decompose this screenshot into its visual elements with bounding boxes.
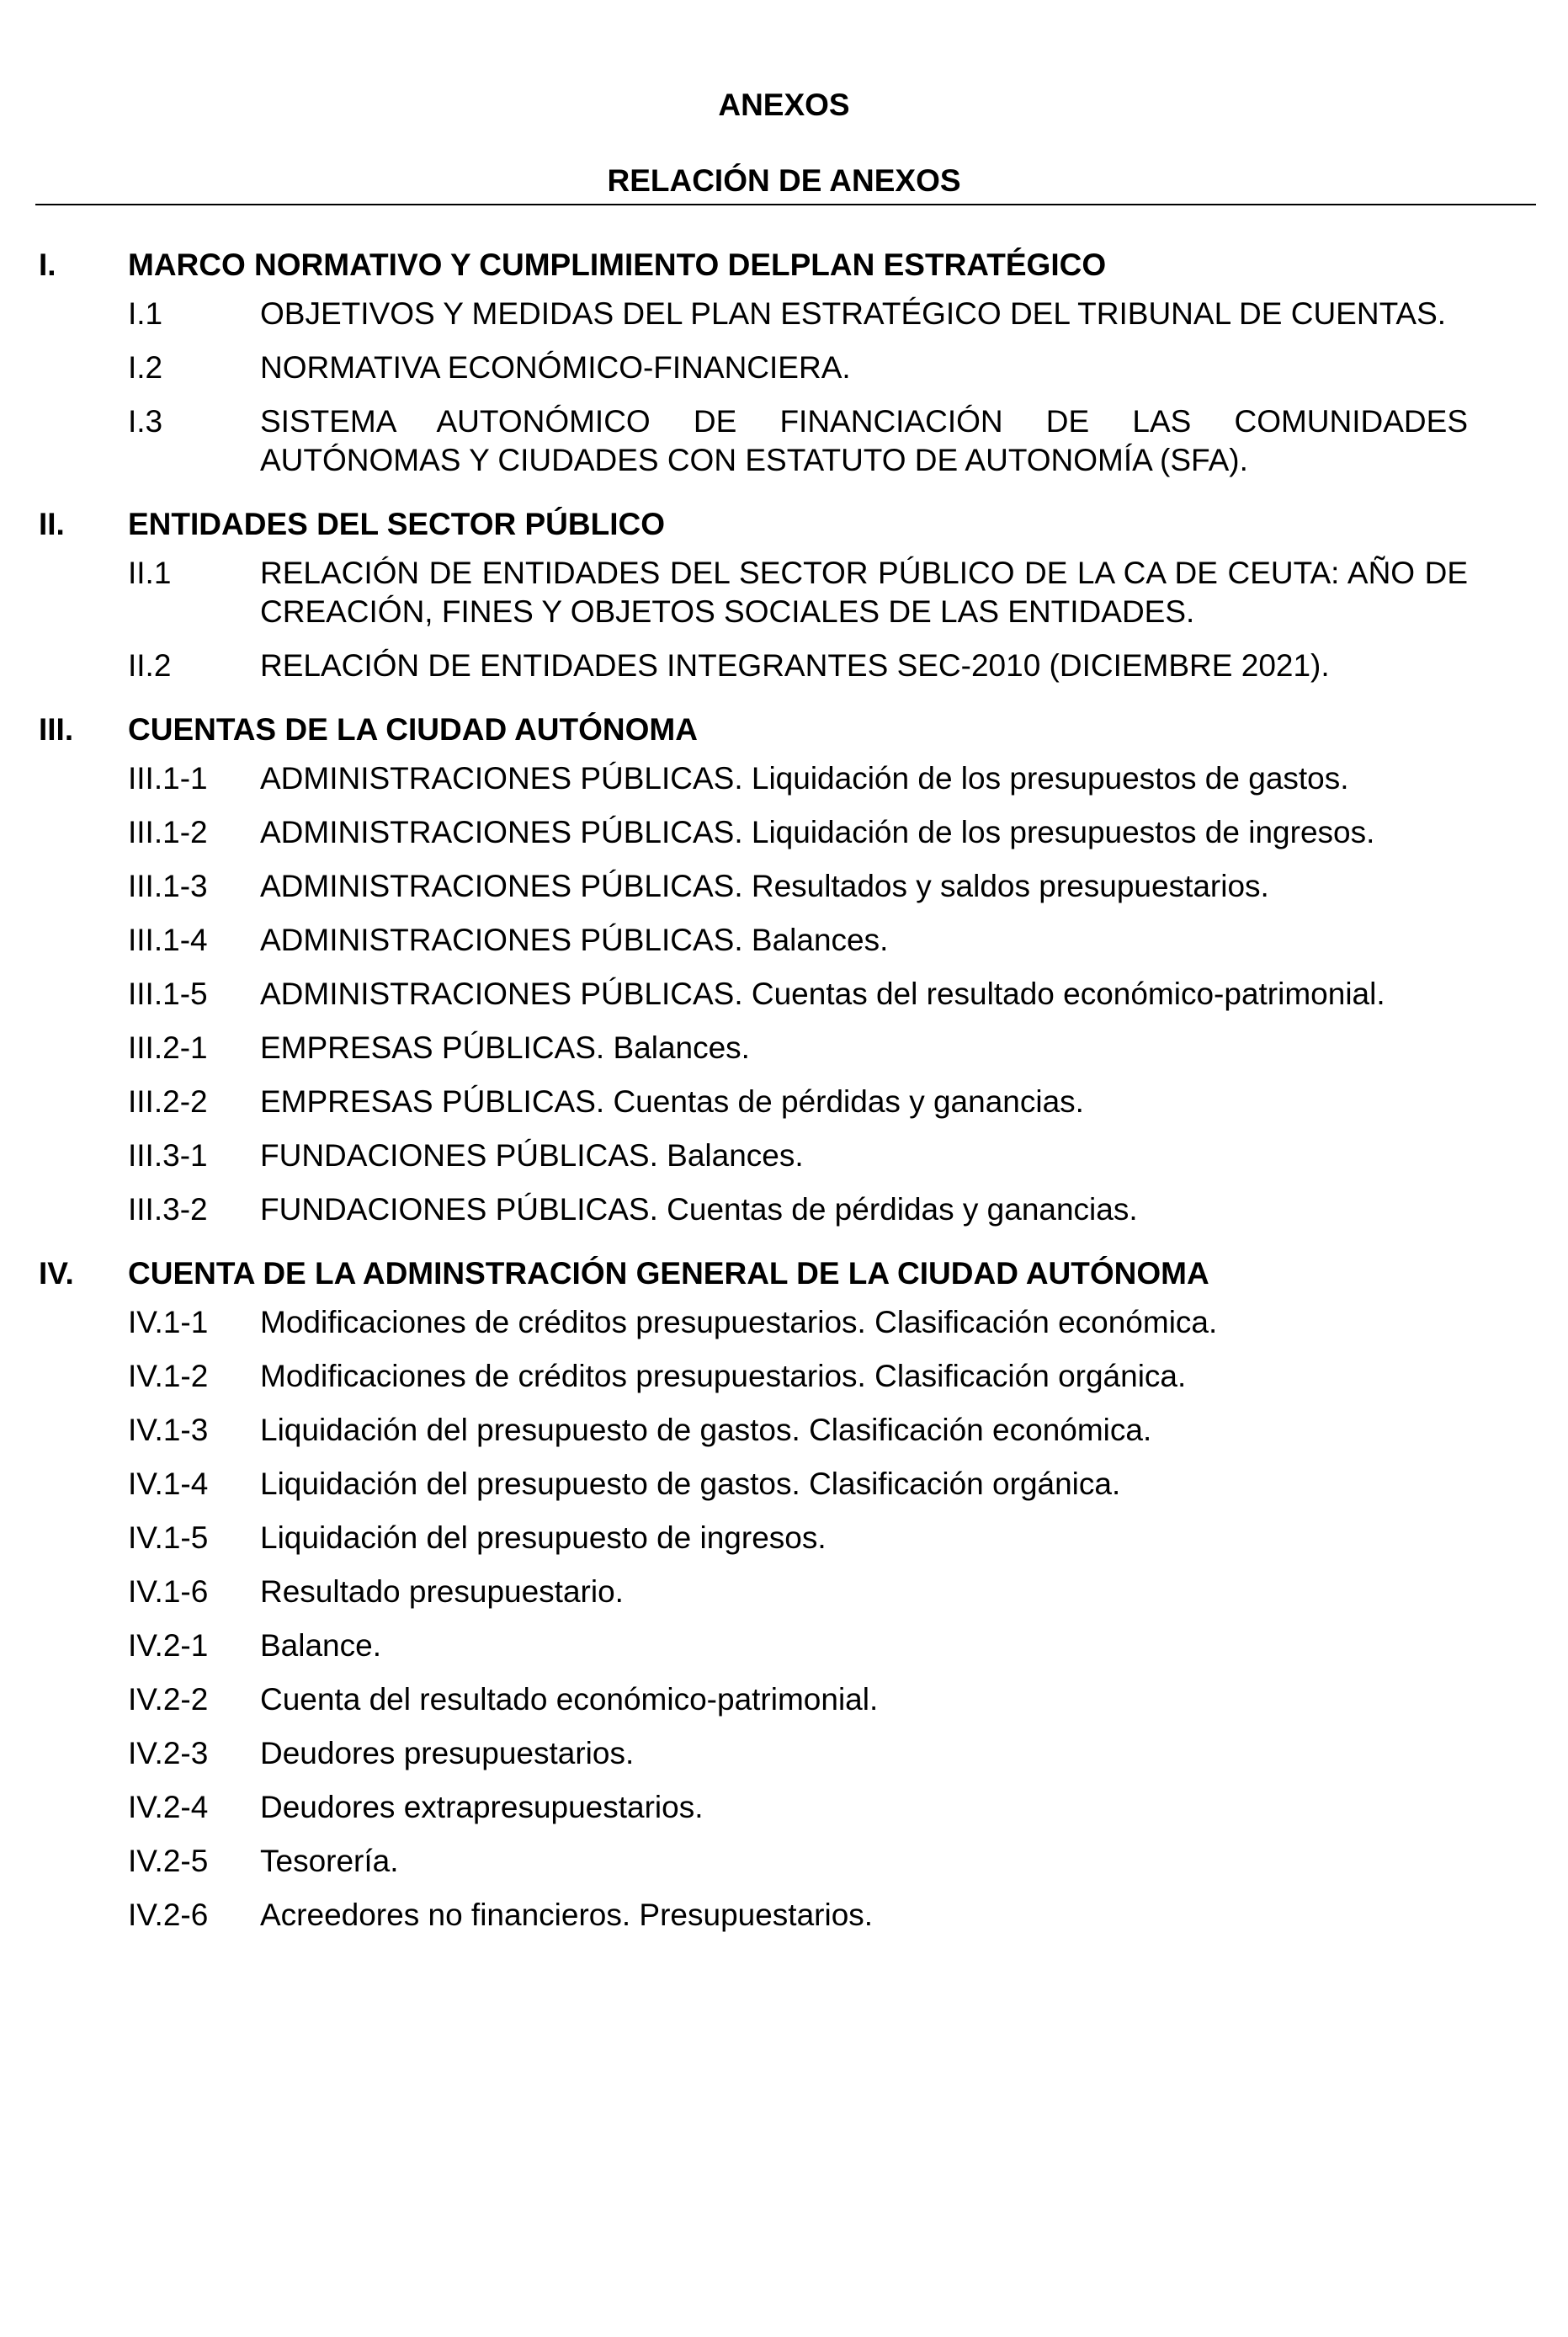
annex-entry xyxy=(0,554,1568,631)
section-title: ENTIDADES DEL SECTOR PÚBLICO xyxy=(128,507,665,541)
section-number: IV. xyxy=(39,1256,74,1291)
annex-description: OBJETIVOS Y MEDIDAS DEL PLAN ESTRATÉGICO DEL TRIBUNAL DE CUENTAS. xyxy=(260,296,1447,331)
annex-code: IV.2-4 xyxy=(128,1790,209,1824)
annex-code: III.2-2 xyxy=(128,1084,208,1119)
annex-entry xyxy=(0,921,1568,960)
annex-description: Liquidación del presupuesto de ingresos. xyxy=(260,1520,827,1555)
annex-description: NORMATIVA ECONÓMICO-FINANCIERA. xyxy=(260,350,851,385)
annex-description: Tesorería. xyxy=(260,1844,399,1878)
annex-entry xyxy=(0,867,1568,906)
annex-code: IV.2-2 xyxy=(128,1682,209,1717)
annex-code: IV.2-6 xyxy=(128,1898,209,1932)
annex-entry xyxy=(0,402,1568,480)
annex-code: IV.1-1 xyxy=(128,1305,209,1339)
annex-code: III.3-2 xyxy=(128,1192,208,1227)
annex-code: I.2 xyxy=(128,350,163,385)
annex-entry xyxy=(0,975,1568,1014)
annex-description: EMPRESAS PÚBLICAS. Cuentas de pérdidas y ganancias. xyxy=(260,1084,1084,1119)
section-heading xyxy=(0,236,1568,295)
toc-section xyxy=(0,1244,1568,1935)
annex-description: Deudores presupuestarios. xyxy=(260,1736,635,1770)
annex-description: FUNDACIONES PÚBLICAS. Cuentas de pérdidas y ganancias. xyxy=(260,1192,1138,1227)
section-heading xyxy=(0,1244,1568,1303)
annex-description: Balance. xyxy=(260,1628,381,1663)
toc-section xyxy=(0,495,1568,685)
annex-entry xyxy=(0,1303,1568,1342)
annex-entry xyxy=(0,1137,1568,1175)
annex-code: I.1 xyxy=(128,296,163,331)
annex-entry xyxy=(0,813,1568,852)
annex-description: ADMINISTRACIONES PÚBLICAS. Balances. xyxy=(260,923,889,957)
annex-code: III.1-4 xyxy=(128,923,208,957)
annex-entry xyxy=(0,1842,1568,1881)
document-subtitle: RELACIÓN DE ANEXOS xyxy=(607,163,961,198)
annex-entry xyxy=(0,295,1568,333)
annex-description: RELACIÓN DE ENTIDADES DEL SECTOR PÚBLICO DE LA CA DE CEUTA: AÑO DE CREACIÓN, FINES Y OBJETOS SOCIALES DE LAS ENTIDADES. xyxy=(260,556,1468,629)
annex-entry xyxy=(0,1029,1568,1067)
toc-section xyxy=(0,700,1568,1229)
annex-entry xyxy=(0,1626,1568,1665)
annex-description: Cuenta del resultado económico-patrimonial. xyxy=(260,1682,879,1717)
annex-entry xyxy=(0,349,1568,387)
section-title: CUENTAS DE LA CIUDAD AUTÓNOMA xyxy=(128,712,698,747)
annex-description: ADMINISTRACIONES PÚBLICAS. Cuentas del resultado económico-patrimonial. xyxy=(260,977,1385,1011)
annex-entry xyxy=(0,1680,1568,1719)
section-heading xyxy=(0,700,1568,759)
annex-description: EMPRESAS PÚBLICAS. Balances. xyxy=(260,1030,750,1065)
section-number: I. xyxy=(39,248,56,282)
section-title: MARCO NORMATIVO Y CUMPLIMIENTO DELPLAN ESTRATÉGICO xyxy=(128,248,1107,282)
annex-code: I.3 xyxy=(128,404,163,439)
annex-code: III.2-1 xyxy=(128,1030,208,1065)
annex-code: III.1-1 xyxy=(128,761,208,796)
annex-entry xyxy=(0,1411,1568,1450)
annex-entry xyxy=(0,1357,1568,1396)
annex-code: II.1 xyxy=(128,556,172,590)
annex-code: IV.2-5 xyxy=(128,1844,209,1878)
annex-code: III.1-3 xyxy=(128,869,208,903)
annex-code: IV.1-3 xyxy=(128,1413,209,1447)
annex-entry xyxy=(0,647,1568,685)
annex-description: Liquidación del presupuesto de gastos. Clasificación económica. xyxy=(260,1413,1152,1447)
section-number: III. xyxy=(39,712,74,747)
annex-entry xyxy=(0,1734,1568,1773)
annex-description: Liquidación del presupuesto de gastos. Clasificación orgánica. xyxy=(260,1467,1121,1501)
annex-code: IV.1-5 xyxy=(128,1520,209,1555)
annex-description: Modificaciones de créditos presupuestarios. Clasificación orgánica. xyxy=(260,1359,1187,1393)
annex-description: ADMINISTRACIONES PÚBLICAS. Liquidación de los presupuestos de ingresos. xyxy=(260,815,1375,849)
annex-description: RELACIÓN DE ENTIDADES INTEGRANTES SEC-2010 (DICIEMBRE 2021). xyxy=(260,648,1330,683)
annex-description: FUNDACIONES PÚBLICAS. Balances. xyxy=(260,1138,804,1173)
annex-code: III.1-5 xyxy=(128,977,208,1011)
annex-entry xyxy=(0,1465,1568,1504)
annex-entry xyxy=(0,1083,1568,1121)
section-heading xyxy=(0,495,1568,554)
title-divider xyxy=(35,204,1536,205)
annex-entry xyxy=(0,1573,1568,1611)
annex-code: II.2 xyxy=(128,648,172,683)
annex-code: IV.1-4 xyxy=(128,1467,209,1501)
annex-list xyxy=(0,236,1568,1950)
annex-description: Modificaciones de créditos presupuestarios. Clasificación económica. xyxy=(260,1305,1218,1339)
annex-code: IV.2-1 xyxy=(128,1628,209,1663)
annex-description: Acreedores no financieros. Presupuestarios. xyxy=(260,1898,874,1932)
annex-code: IV.2-3 xyxy=(128,1736,209,1770)
annex-entry xyxy=(0,1896,1568,1935)
annex-code: III.1-2 xyxy=(128,815,208,849)
section-number: II. xyxy=(39,507,65,541)
annex-description: Resultado presupuestario. xyxy=(260,1574,624,1609)
annex-entry xyxy=(0,759,1568,798)
annex-description: SISTEMA AUTONÓMICO DE FINANCIACIÓN DE LAS COMUNIDADES AUTÓNOMAS Y CIUDADES CON ESTATUTO DE AUTONOMÍA (SFA). xyxy=(260,404,1468,477)
toc-section xyxy=(0,236,1568,480)
annex-entry xyxy=(0,1519,1568,1557)
annex-code: IV.1-2 xyxy=(128,1359,209,1393)
document-title: ANEXOS xyxy=(718,88,850,122)
annex-code: IV.1-6 xyxy=(128,1574,209,1609)
annex-description: ADMINISTRACIONES PÚBLICAS. Resultados y saldos presupuestarios. xyxy=(260,869,1269,903)
annex-entry xyxy=(0,1190,1568,1229)
annex-description: Deudores extrapresupuestarios. xyxy=(260,1790,704,1824)
annex-code: III.3-1 xyxy=(128,1138,208,1173)
annex-entry xyxy=(0,1788,1568,1827)
section-title: CUENTA DE LA ADMINSTRACIÓN GENERAL DE LA CIUDAD AUTÓNOMA xyxy=(128,1256,1209,1291)
annex-description: ADMINISTRACIONES PÚBLICAS. Liquidación de los presupuestos de gastos. xyxy=(260,761,1349,796)
